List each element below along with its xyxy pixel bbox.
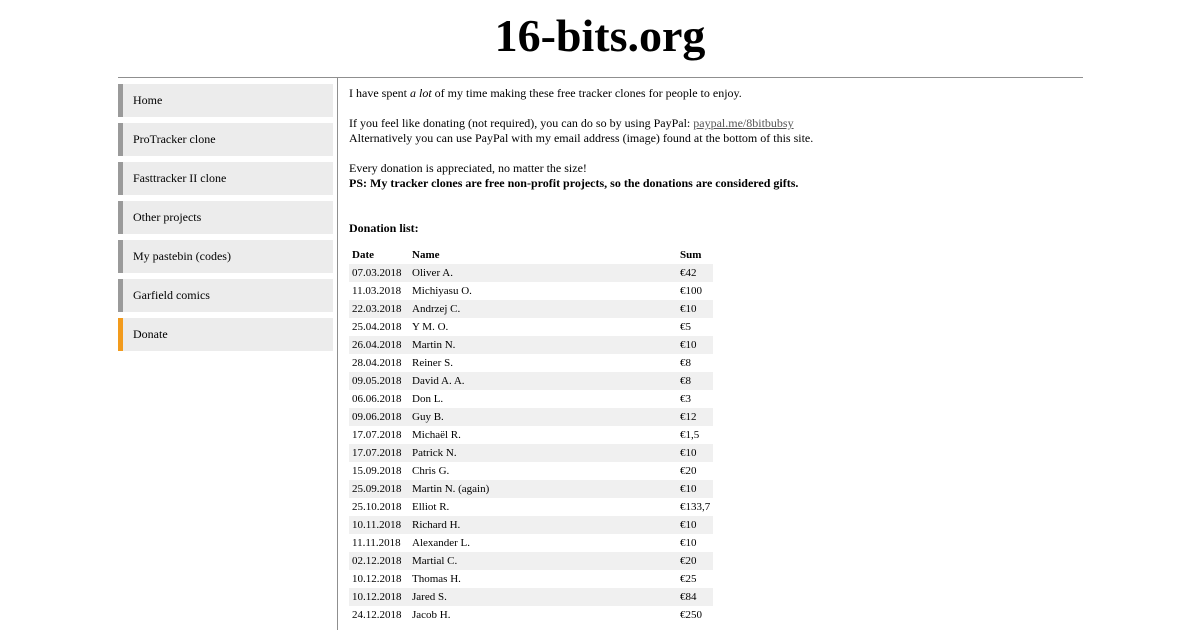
header-date: Date — [352, 248, 374, 261]
cell-name: Reiner S. — [412, 356, 453, 369]
sidebar-item-other-projects[interactable]: Other projects — [118, 201, 333, 234]
cell-name: David A. A. — [409, 372, 677, 390]
table-row — [349, 480, 713, 498]
cell-sum: €20 — [677, 552, 713, 570]
cell-name: Michiyasu O. — [412, 284, 472, 297]
cell-date: 10.11.2018 — [349, 516, 409, 534]
cell-date: 11.03.2018 — [352, 284, 402, 297]
cell-sum: €8 — [677, 372, 713, 390]
cell-sum: €10 — [677, 444, 713, 462]
table-row — [349, 534, 713, 552]
cell-name: Thomas H. — [412, 572, 461, 585]
cell-sum: €84 — [677, 588, 713, 606]
cell-name: Don L. — [412, 392, 444, 405]
sidebar-item-fasttracker-ii-clone[interactable]: Fasttracker II clone — [118, 162, 333, 195]
table-row — [349, 588, 713, 606]
header-sum: Sum — [680, 248, 702, 261]
table-row — [349, 516, 713, 534]
donation-table-header — [349, 246, 713, 264]
cell-sum: €10 — [677, 300, 713, 318]
cell-name: Oliver A. — [409, 264, 677, 282]
cell-date: 24.12.2018 — [352, 608, 402, 621]
cell-date: 26.04.2018 — [349, 336, 409, 354]
cell-date: 22.03.2018 — [349, 300, 409, 318]
donation-table — [349, 246, 713, 624]
header-name: Name — [412, 248, 440, 261]
sidebar-item-home[interactable]: Home — [118, 84, 333, 117]
cell-date: 15.09.2018 — [352, 464, 402, 477]
intro-emphasis: a lot — [409, 86, 432, 100]
cell-name: Chris G. — [412, 464, 450, 477]
cell-sum: €5 — [680, 320, 691, 333]
table-row — [349, 264, 713, 282]
table-row — [349, 390, 713, 408]
cell-sum: €10 — [680, 536, 697, 549]
alternative-text: Alternatively you can use PayPal with my email address (image) found at the bottom of this site. — [349, 131, 814, 145]
cell-sum: €10 — [677, 336, 713, 354]
table-row — [349, 282, 713, 300]
table-row — [349, 300, 713, 318]
table-row — [349, 606, 713, 624]
cell-name: Martin N. — [409, 336, 677, 354]
table-row — [349, 426, 713, 444]
cell-name: Martial C. — [409, 552, 677, 570]
main-content — [349, 86, 1069, 624]
intro-text-end: of my time making these free tracker clones for people to enjoy. — [431, 86, 742, 100]
cell-sum: €12 — [677, 408, 713, 426]
donate-text: If you feel like donating (not required), you can do so by using PayPal: — [349, 116, 694, 130]
cell-sum: €1,5 — [680, 428, 700, 441]
cell-date: 09.06.2018 — [349, 408, 409, 426]
table-row — [349, 408, 713, 426]
cell-sum: €10 — [677, 480, 713, 498]
site-title: 16-bits.org — [494, 10, 706, 61]
cell-sum: €20 — [680, 464, 697, 477]
table-row — [349, 336, 713, 354]
cell-date: 11.11.2018 — [352, 536, 401, 549]
cell-sum: €250 — [680, 608, 702, 621]
cell-sum: €25 — [680, 572, 697, 585]
cell-name: Alexander L. — [412, 536, 471, 549]
cell-sum: €100 — [680, 284, 702, 297]
donation-rows — [349, 264, 713, 624]
cell-date: 17.07.2018 — [352, 428, 402, 441]
content-divider — [337, 78, 338, 630]
header-divider — [118, 77, 1083, 78]
sidebar-nav — [118, 84, 333, 357]
cell-date: 07.03.2018 — [349, 264, 409, 282]
cell-sum: €10 — [677, 516, 713, 534]
cell-name: Guy B. — [409, 408, 677, 426]
cell-sum: €3 — [680, 392, 691, 405]
cell-name: Jacob H. — [412, 608, 451, 621]
cell-date: 02.12.2018 — [349, 552, 409, 570]
paypal-link[interactable]: paypal.me/8bitbubsy — [693, 116, 794, 130]
table-row — [349, 570, 713, 588]
table-row — [349, 318, 713, 336]
table-row — [349, 498, 713, 516]
cell-date: 25.04.2018 — [352, 320, 402, 333]
table-row — [349, 552, 713, 570]
cell-name: Patrick N. — [409, 444, 677, 462]
table-row — [349, 354, 713, 372]
cell-name: Elliot R. — [412, 500, 450, 513]
table-row — [349, 462, 713, 480]
cell-date: 28.04.2018 — [352, 356, 402, 369]
cell-sum: €42 — [677, 264, 713, 282]
sidebar-item-my-pastebin-codes[interactable]: My pastebin (codes) — [118, 240, 333, 273]
cell-date: 10.12.2018 — [352, 572, 402, 585]
cell-date: 25.09.2018 — [349, 480, 409, 498]
cell-name: Andrzej C. — [409, 300, 677, 318]
cell-name: Jared S. — [409, 588, 677, 606]
cell-date: 09.05.2018 — [349, 372, 409, 390]
cell-name: Richard H. — [409, 516, 677, 534]
intro-text-start: I have spent — [349, 86, 410, 100]
intro-text — [349, 86, 1069, 101]
cell-date: 06.06.2018 — [352, 392, 402, 405]
cell-name: Y M. O. — [412, 320, 449, 333]
sidebar-item-donate[interactable]: Donate — [118, 318, 333, 351]
appreciated-text: Every donation is appreciated, no matter the size! — [349, 161, 587, 175]
table-row — [349, 372, 713, 390]
cell-date: 10.12.2018 — [349, 588, 409, 606]
donate-instructions — [349, 116, 1069, 131]
cell-sum: €133,7 — [680, 500, 711, 513]
cell-sum: €8 — [680, 356, 691, 369]
sidebar-item-protracker-clone[interactable]: ProTracker clone — [118, 123, 333, 156]
sidebar-item-garfield-comics[interactable]: Garfield comics — [118, 279, 333, 312]
ps-note: PS: My tracker clones are free non-profit projects, so the donations are considered gifts. — [349, 176, 799, 190]
cell-name: Martin N. (again) — [409, 480, 677, 498]
donation-list-heading: Donation list: — [349, 221, 419, 235]
cell-date: 17.07.2018 — [349, 444, 409, 462]
cell-date: 25.10.2018 — [352, 500, 402, 513]
cell-name: Michaël R. — [412, 428, 461, 441]
table-row — [349, 444, 713, 462]
